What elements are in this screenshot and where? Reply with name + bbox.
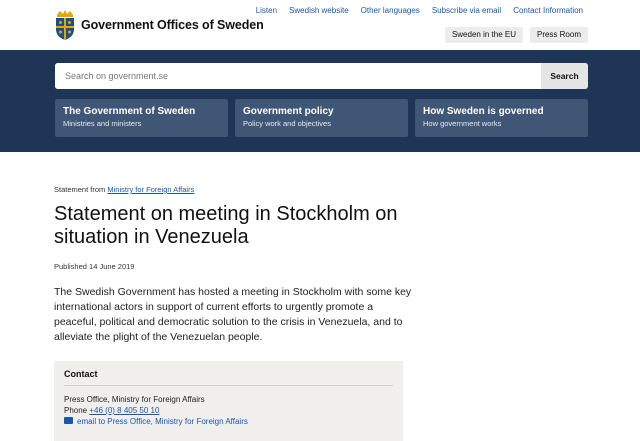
contact-box <box>54 361 403 441</box>
search-bar <box>55 63 588 89</box>
nav-card-subtitle: Policy work and objectives <box>243 119 331 128</box>
navigation-band <box>0 50 640 152</box>
nav-card-title: How Sweden is governed <box>423 106 544 117</box>
nav-card-government[interactable] <box>55 99 228 137</box>
phone-link[interactable]: +46 (0) 8 405 50 10 <box>89 406 160 415</box>
top-buttons <box>445 27 588 43</box>
phone-label: Phone <box>64 406 88 415</box>
article-source <box>54 185 414 194</box>
search-input[interactable] <box>55 63 541 89</box>
subscribe-email-link[interactable]: Subscribe via email <box>431 6 502 15</box>
nav-card-subtitle: Ministries and ministers <box>63 119 142 128</box>
swedish-website-link[interactable]: Swedish website <box>289 6 349 15</box>
listen-link[interactable]: Listen <box>255 6 278 15</box>
site-logo[interactable] <box>54 9 264 41</box>
contact-email <box>64 416 393 427</box>
search-button[interactable]: Search <box>541 63 588 89</box>
nav-card-policy[interactable] <box>235 99 408 137</box>
page-title: Statement on meeting in Stockholm on situation in Venezuela <box>54 203 398 248</box>
nav-card-title: Government policy <box>243 106 334 117</box>
press-room-button[interactable]: Press Room <box>530 27 588 43</box>
site-header <box>0 0 640 50</box>
source-prefix: Statement from <box>54 185 106 194</box>
site-name: Government Offices of Sweden <box>81 18 264 32</box>
sweden-in-eu-button[interactable]: Sweden in the EU <box>445 27 523 43</box>
nav-card-how-governed[interactable] <box>415 99 588 137</box>
top-links <box>256 6 583 15</box>
nav-card-subtitle: How government works <box>423 119 502 128</box>
article-lead: The Swedish Government has hosted a meeting in Stockholm with some key international actors in support of current efforts to urgently promote a peaceful, political and democratic solution to the crisis in Venezuela, and to alleviate the plight of the Venezuelan people. <box>54 286 412 343</box>
article <box>54 185 414 345</box>
contact-heading: Contact <box>64 369 393 386</box>
other-languages-link[interactable]: Other languages <box>360 6 420 15</box>
ministry-link[interactable]: Ministry for Foreign Affairs <box>107 185 195 194</box>
nav-card-title: The Government of Sweden <box>63 106 196 117</box>
nav-cards <box>55 99 588 137</box>
envelope-icon <box>64 417 73 424</box>
email-link[interactable]: email to Press Office, Ministry for Foreign Affairs <box>77 417 248 426</box>
contact-office: Press Office, Ministry for Foreign Affairs <box>64 395 205 404</box>
contact-information-link[interactable]: Contact Information <box>513 6 583 15</box>
published-date: Published 14 June 2019 <box>54 262 135 271</box>
contact-phone <box>64 405 393 416</box>
coat-of-arms-icon <box>54 9 76 41</box>
